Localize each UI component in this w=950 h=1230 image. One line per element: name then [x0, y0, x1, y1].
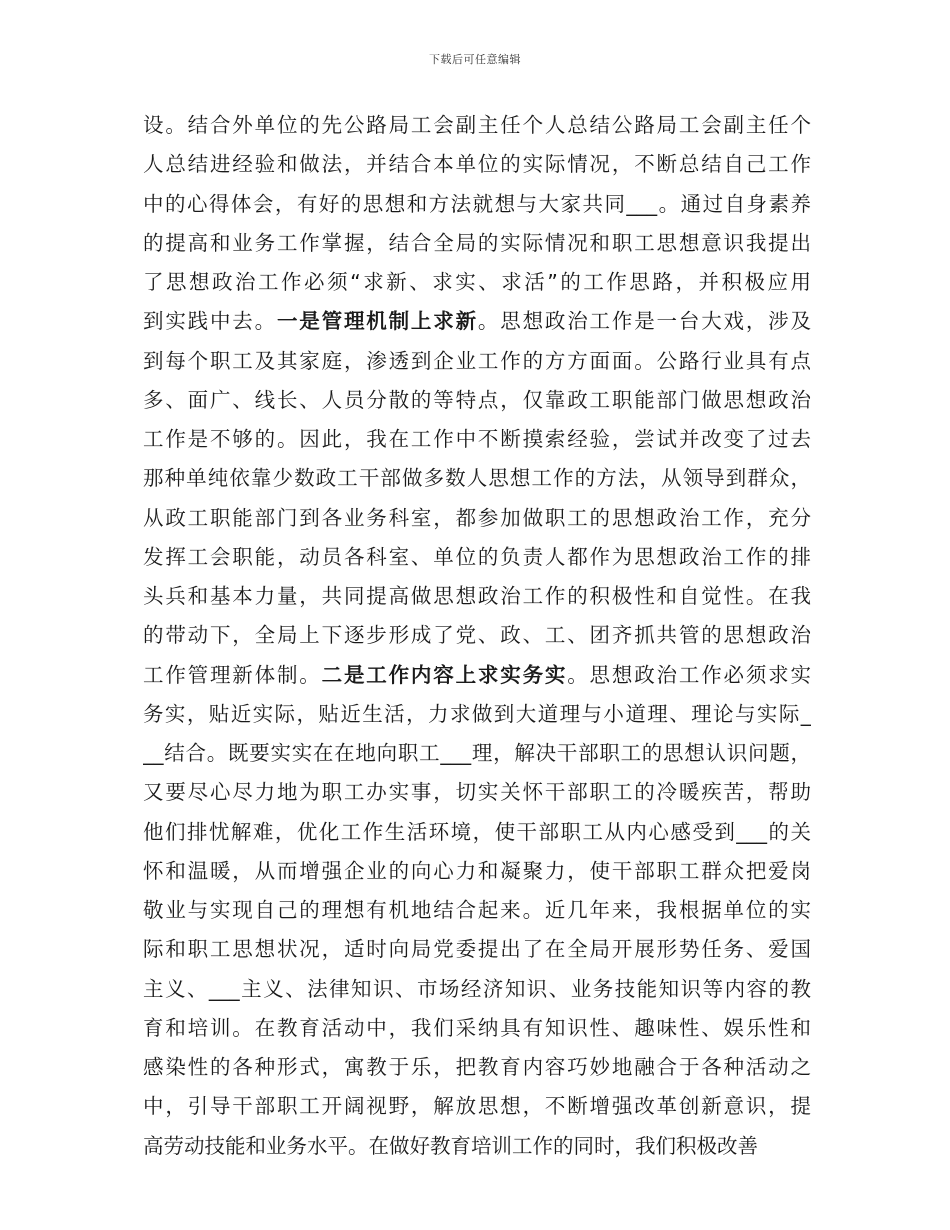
text-segment: 务实，贴近实际，贴近生活，力求做到大道理与小道理、理论与实际_ — [143, 701, 811, 726]
text-segment: 到每个职工及其家庭，渗透到企业工作的方方面面。公路行业具有点 — [143, 348, 811, 373]
text-segment: 中，引导干部职工开阔视野，解放思想，不断增强改革创新意识，提 — [143, 1094, 811, 1119]
text-line — [143, 734, 811, 773]
text-line — [143, 145, 811, 184]
body-text — [143, 106, 811, 1166]
text-line — [143, 381, 811, 420]
text-line — [143, 773, 811, 812]
text-line — [143, 185, 811, 224]
text-segment: 他们排忧解难，优化工作生活环境，使干部职工从内心感受到___的关 — [143, 819, 811, 844]
text-line — [143, 852, 811, 891]
text-line — [143, 813, 811, 852]
text-line — [143, 302, 811, 341]
text-line — [143, 106, 811, 145]
text-line — [143, 224, 811, 263]
text-segment: 际和职工思想状况，适时向局党委提出了在全局开展形势任务、爱国 — [143, 937, 811, 962]
text-line — [143, 1048, 811, 1087]
text-line — [143, 263, 811, 302]
text-segment: 又要尽心尽力地为职工办实事，切实关怀干部职工的冷暖疾苦，帮助 — [143, 780, 811, 805]
text-line — [143, 695, 811, 734]
text-segment: 的提高和业务工作掌握，结合全局的实际情况和职工思想意识我提出 — [143, 230, 811, 255]
text-segment: 设。结合外单位的先公路局工会副主任个人总结公路局工会副主任个 — [143, 113, 811, 137]
text-line — [143, 499, 811, 538]
text-segment: 发挥工会职能，动员各科室、单位的负责人都作为思想政治工作的排 — [143, 544, 811, 569]
text-segment: 那种单纯依靠少数政工干部做多数人思想工作的方法，从领导到群众， — [143, 466, 811, 491]
text-line — [143, 970, 811, 1009]
text-segment: 工作管理新体制。 — [143, 662, 322, 687]
text-segment: 了思想政治工作必须“求新、求实、求活”的工作思路，并积极应用 — [143, 270, 811, 294]
text-line — [143, 1009, 811, 1048]
text-segment: 多、面广、线长、人员分散的等特点，仅靠政工职能部门做思想政治 — [143, 387, 811, 412]
text-line — [143, 616, 811, 655]
page-header: 下载后可任意编辑 — [429, 53, 521, 66]
text-segment: 从政工职能部门到各业务科室，都参加做职工的思想政治工作，充分 — [143, 505, 811, 530]
text-line — [143, 891, 811, 930]
text-segment: 人总结进经验和做法，并结合本单位的实际情况，不断总结自己工作 — [143, 152, 811, 177]
text-segment: 敬业与实现自己的理想有机地结合起来。近几年来，我根据单位的实 — [143, 898, 811, 922]
text-segment: 感染性的各种形式，寓教于乐，把教育内容巧妙地融合于各种活动之 — [143, 1055, 811, 1079]
text-line — [143, 930, 811, 969]
text-segment: __结合。既要实实在在地向职工___理，解决干部职工的思想认识问题， — [143, 741, 811, 765]
text-segment: 。思想政治工作是一台大戏，涉及 — [477, 309, 811, 334]
text-line — [143, 459, 811, 498]
text-segment: 中的心得体会，有好的思想和方法就想与大家共同___。通过自身素养 — [143, 191, 811, 216]
text-segment: 头兵和基本力量，共同提高做思想政治工作的积极性和自觉性。在我 — [143, 584, 811, 608]
text-segment: 到实践中去。 — [143, 309, 277, 334]
text-line — [143, 342, 811, 381]
text-segment: 怀和温暖，从而增强企业的向心力和凝聚力，使干部职工群众把爱岗 — [143, 858, 811, 883]
text-line — [143, 538, 811, 577]
text-line — [143, 420, 811, 459]
text-segment: 。思想政治工作必须求实 — [567, 662, 811, 687]
text-line — [143, 656, 811, 695]
bold-heading-segment: 一是管理机制上求新 — [276, 309, 478, 334]
text-segment: 工作是不够的。因此，我在工作中不断摸索经验，尝试并改变了过去 — [143, 427, 811, 451]
text-line — [143, 1127, 811, 1166]
text-line — [143, 1087, 811, 1126]
text-segment: 高劳动技能和业务水平。在做好教育培训工作的同时，我们积极改善 — [143, 1133, 758, 1158]
text-segment: 主义、___主义、法律知识、市场经济知识、业务技能知识等内容的教 — [143, 976, 811, 1001]
text-segment: 的带动下，全局上下逐步形成了党、政、工、团齐抓共管的思想政治 — [143, 623, 811, 648]
text-line — [143, 577, 811, 616]
text-segment: 育和培训。在教育活动中，我们采纳具有知识性、趣味性、娱乐性和 — [143, 1015, 811, 1040]
bold-heading-segment: 二是工作内容上求实务实 — [321, 662, 568, 687]
